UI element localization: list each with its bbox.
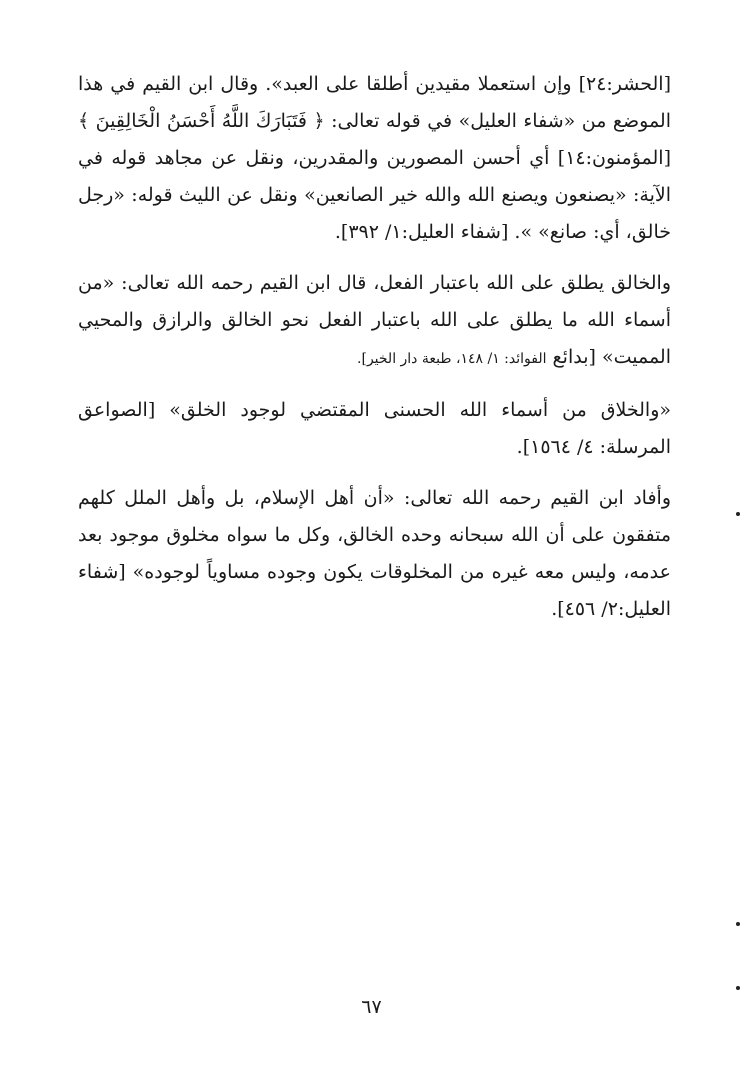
- paragraph-4: [78, 480, 671, 628]
- paragraph-2: [78, 265, 671, 378]
- quran-verse: ﴿ فَتَبَارَكَ اللَّهُ أَحْسَنُ الْخَالِقِينَ ﴾: [78, 110, 325, 132]
- paragraph-3: [78, 392, 671, 466]
- scan-speck: [736, 986, 740, 990]
- paragraph-1: [78, 66, 671, 251]
- page-number: ٦٧: [361, 996, 382, 1018]
- scan-speck: [736, 512, 740, 516]
- paragraph-3-text: «والخلاق من أسماء الله الحسنى المقتضي لوجود الخلق» [الصواعق المرسلة: ٤/ ١٥٦٤].: [78, 399, 671, 458]
- paragraph-2-text: والخالق يطلق على الله باعتبار الفعل، قال ابن القيم رحمه الله تعالى: «من أسماء الله ما يطلق على الله باعتبار الفعل نحو الخالق والرازق والمحيي المميت» [بدائع: [78, 272, 671, 368]
- paragraph-1-text-b: [المؤمنون:١٤] أي أحسن المصورين والمقدرين، ونقل عن مجاهد قوله في الآية: «يصنعون ويصنع الله والله خير الصانعين» ونقل عن الليث قوله: «رجل خالق، أي: صانع» ». [شفاء العليل:١/ ٣٩٢].: [78, 147, 671, 243]
- paragraph-4-text: وأفاد ابن القيم رحمه الله تعالى: «أن أهل الإسلام، بل وأهل الملل كلهم متفقون على أن الله سبحانه وحده الخالق، وكل ما سواه مخلوق موجود بعد عدمه، وليس معه غيره من المخلوقات يكون وجوده مساوياً لوجوده» [شفاء العليل:٢/ ٤٥٦].: [78, 487, 671, 620]
- scan-speck: [736, 922, 740, 926]
- paragraph-1-text-a: [الحشر:٢٤] وإن استعملا مقيدين أطلقا على العبد». وقال ابن القيم في هذا الموضع من «شفاء العليل» في قوله تعالى:: [78, 73, 671, 132]
- paragraph-2-citation: الفوائد: ١/ ١٤٨، طبعة دار الخير].: [357, 351, 547, 367]
- page-body: [78, 66, 671, 642]
